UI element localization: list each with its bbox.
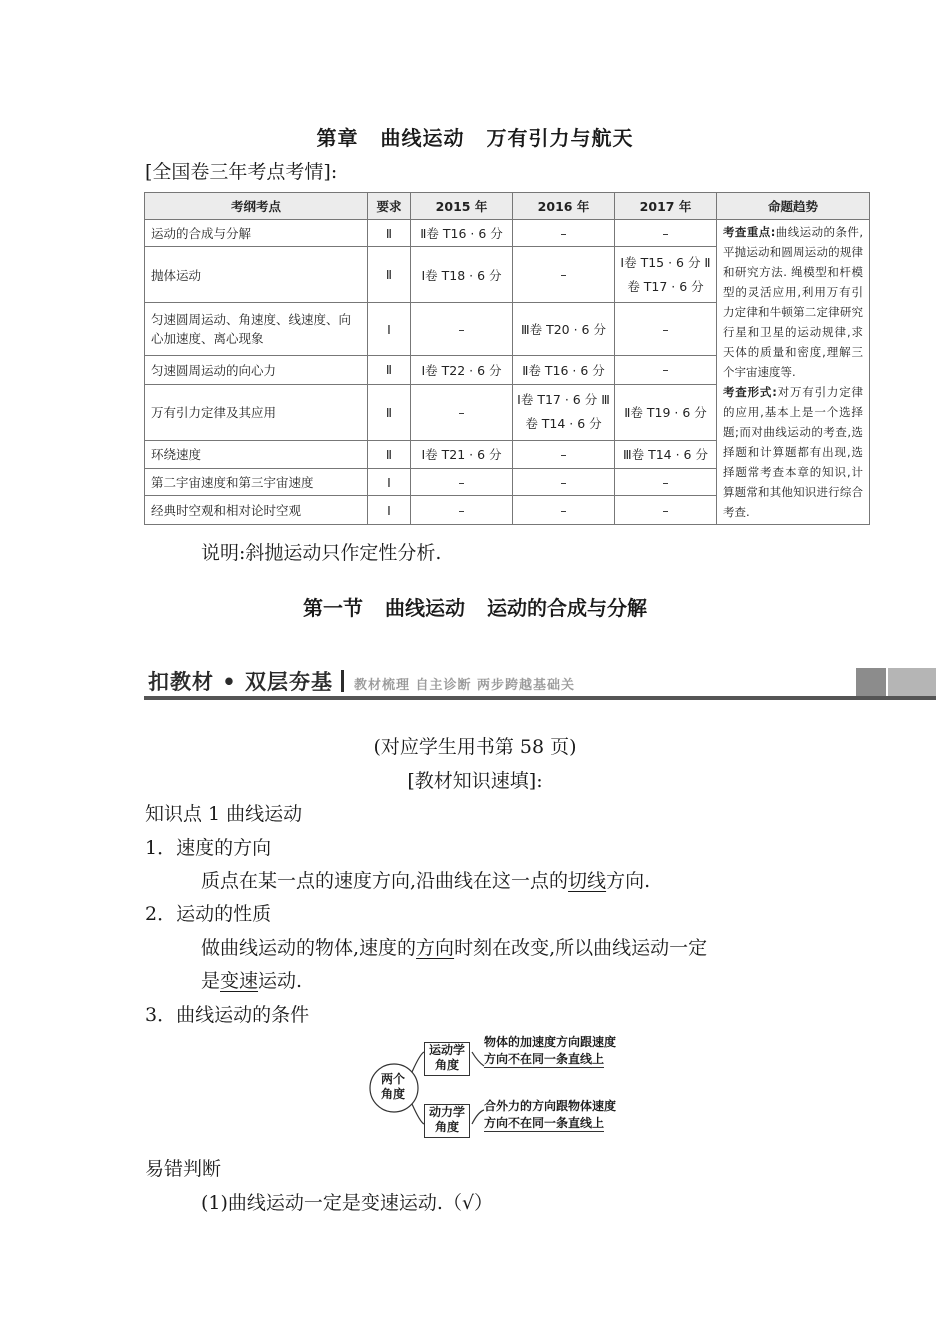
cell-topic: 第二宇宙速度和第三宇宙速度	[145, 469, 368, 496]
item-1-title: 1．速度的方向	[145, 837, 272, 859]
trend-label-focus: 考查重点:	[723, 225, 776, 239]
cell-req: Ⅱ	[368, 220, 411, 247]
item-1-text-a: 质点在某一点的速度方向,沿曲线在这一点的	[201, 870, 569, 892]
kinematics-text	[484, 1034, 616, 1068]
cell-topic: 环绕速度	[145, 440, 368, 468]
connector-top	[412, 1052, 424, 1072]
cell-2015: –	[411, 469, 513, 496]
item-2-text-a: 做曲线运动的物体,速度的	[201, 937, 417, 959]
cell-2017: –	[615, 303, 717, 356]
cell-2017: Ⅰ卷 T15 · 6 分 Ⅱ卷 T17 · 6 分	[615, 247, 717, 303]
dynamics-box: 动力学角度	[424, 1104, 470, 1138]
exam-subheading: [全国卷三年考点考情]:	[145, 161, 338, 183]
item-2-text-c: 是	[201, 970, 221, 992]
cell-2015: –	[411, 384, 513, 440]
table-note: 说明:斜抛运动只作定性分析.	[201, 542, 442, 564]
cell-2016: Ⅱ卷 T16 · 6 分	[513, 356, 615, 384]
chapter-title	[0, 122, 950, 151]
cell-2017: –	[615, 356, 717, 384]
item-2-title: 2．运动的性质	[145, 903, 272, 925]
header-2017: 2017 年	[615, 193, 717, 220]
cell-topic: 万有引力定律及其应用	[145, 384, 368, 440]
cell-2015: Ⅱ卷 T16 · 6 分	[411, 220, 513, 247]
quick-fill-heading: [教材知识速填]:	[407, 770, 543, 792]
dynamics-line-1: 合外力的方向跟物体速度	[484, 1099, 617, 1113]
item-1-answer: 切线	[568, 870, 607, 892]
item-1-text-b: 方向.	[606, 870, 651, 892]
item-2-text-b: 时刻在改变,所以曲线运动一定	[454, 937, 708, 959]
cell-2015: Ⅰ卷 T22 · 6 分	[411, 356, 513, 384]
cell-topic: 运动的合成与分解	[145, 220, 368, 247]
trend-text-form: 对万有引力定律的应用,基本上是一个选择题;而对曲线运动的考查,选择题和计算题都有出现,选择题常考查本章的知识,计算题常和其他知识进行综合考查.	[723, 385, 864, 519]
cell-2016: –	[513, 220, 615, 247]
cell-req: Ⅰ	[368, 303, 411, 356]
banner-block-dark	[856, 668, 886, 696]
item-1-body	[201, 866, 650, 893]
cell-2017: –	[615, 496, 717, 525]
cell-topic: 经典时空观和相对论时空观	[145, 496, 368, 525]
item-3-title: 3．曲线运动的条件	[145, 1004, 310, 1026]
dynamics-text	[484, 1098, 616, 1132]
cell-req: Ⅱ	[368, 384, 411, 440]
knowledge-point-1: 知识点 1 曲线运动	[145, 803, 303, 825]
banner-rule	[144, 696, 936, 700]
cell-2015: Ⅰ卷 T18 · 6 分	[411, 247, 513, 303]
header-req: 要求	[368, 193, 411, 220]
cell-topic: 抛体运动	[145, 247, 368, 303]
book-page-reference: (对应学生用书第 58 页)	[373, 736, 577, 758]
header-trend: 命题趋势	[717, 193, 870, 220]
connector-bottom-text	[472, 1110, 484, 1124]
cell-2017: Ⅱ卷 T19 · 6 分	[615, 384, 717, 440]
cell-2016: Ⅲ卷 T20 · 6 分	[513, 303, 615, 356]
cell-req: Ⅱ	[368, 247, 411, 303]
item-2-text-d: 运动.	[258, 970, 303, 992]
table-row	[145, 220, 870, 247]
cell-req: Ⅱ	[368, 356, 411, 384]
kinematics-box: 运动学角度	[424, 1042, 470, 1076]
cell-req: Ⅰ	[368, 469, 411, 496]
table-header-row	[145, 193, 870, 220]
banner-divider	[341, 670, 344, 692]
connector-bottom	[412, 1104, 424, 1124]
cell-req: Ⅱ	[368, 440, 411, 468]
connector-top-text	[472, 1052, 484, 1066]
header-2015: 2015 年	[411, 193, 513, 220]
section-label: 第一节	[303, 596, 363, 620]
section-title	[0, 592, 950, 621]
banner-block-light	[888, 668, 936, 696]
item-2-answer-1: 方向	[416, 937, 455, 959]
chapter-part-2: 万有引力与航天	[486, 126, 634, 150]
item-2-answer-2: 变速	[220, 970, 259, 992]
section-part-2: 运动的合成与分解	[487, 596, 647, 620]
center-label: 两个角度	[380, 1072, 405, 1101]
banner-subtitle: 教材梳理 自主诊断 两步跨越基础关	[354, 678, 576, 693]
chapter-label: 第章	[316, 126, 359, 150]
dynamics-line-2: 方向不在同一条直线上	[484, 1116, 605, 1130]
item-2-body	[201, 933, 707, 960]
item-2-body-cont	[201, 966, 302, 993]
header-2016: 2016 年	[513, 193, 615, 220]
cell-2017: Ⅲ卷 T14 · 6 分	[615, 440, 717, 468]
kinematics-line-1: 物体的加速度方向跟速度	[484, 1035, 617, 1049]
cell-2016: –	[513, 440, 615, 468]
section-banner	[144, 666, 936, 702]
cell-topic: 匀速圆周运动的向心力	[145, 356, 368, 384]
cell-req: Ⅰ	[368, 496, 411, 525]
cell-2015: –	[411, 496, 513, 525]
cell-2016: –	[513, 247, 615, 303]
judgement-item-1: (1)曲线运动一定是变速运动.（√）	[201, 1192, 494, 1214]
cell-2015: –	[411, 303, 513, 356]
cell-2016: –	[513, 496, 615, 525]
judgement-title: 易错判断	[145, 1158, 222, 1180]
banner-title: 扣教材 • 双层夯基	[148, 670, 334, 694]
kinematics-line-2: 方向不在同一条直线上	[484, 1052, 605, 1066]
cell-2017: –	[615, 220, 717, 247]
cell-topic: 匀速圆周运动、角速度、线速度、向心加速度、离心现象	[145, 303, 368, 356]
cell-2015: Ⅰ卷 T21 · 6 分	[411, 440, 513, 468]
chapter-part-1: 曲线运动	[380, 126, 465, 150]
cell-2016: Ⅰ卷 T17 · 6 分 Ⅲ卷 T14 · 6 分	[513, 384, 615, 440]
trend-label-form: 考查形式:	[723, 385, 777, 399]
trend-cell	[717, 220, 870, 525]
section-part-1: 曲线运动	[385, 596, 465, 620]
cell-2017: –	[615, 469, 717, 496]
header-topic: 考纲考点	[145, 193, 368, 220]
condition-diagram	[368, 1032, 658, 1144]
exam-table	[144, 192, 870, 525]
cell-2016: –	[513, 469, 615, 496]
trend-text-focus: 曲线运动的条件,平抛运动和圆周运动的规律和研究方法. 绳模型和杆模型的灵活应用,利用万有引力定律和牛顿第二定律研究行星和卫星的运动规律,求天体的质量和密度,理解三个宇宙速度等.	[723, 225, 863, 379]
